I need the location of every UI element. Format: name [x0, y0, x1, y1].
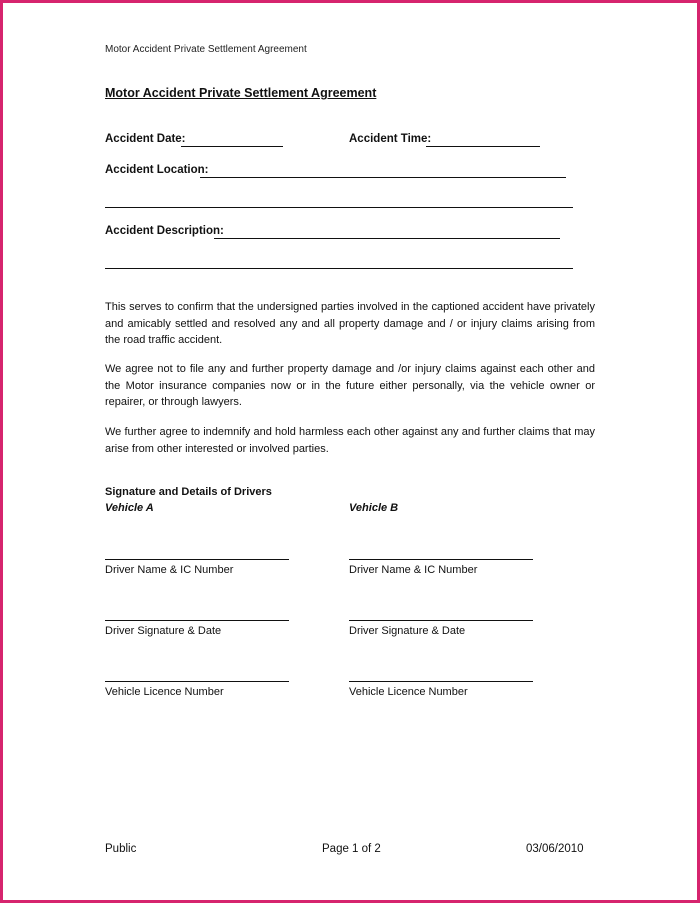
vehicle-a-licence-label: Vehicle Licence Number — [105, 686, 224, 698]
accident-date-label: Accident Date: — [105, 133, 186, 145]
vehicle-a-driver-signature-label: Driver Signature & Date — [105, 625, 222, 637]
vehicle-a-driver-name-label: Driver Name & IC Number — [105, 564, 234, 576]
paragraph-settlement: This serves to confirm that the undersigned parties involved in the captioned accident have privately and amicably settled and resolved any and all property damage and / or injury claims arising from the road traffic accident. — [105, 301, 595, 346]
vehicle-a-driver-signature-line[interactable] — [105, 620, 289, 621]
accident-date-line[interactable] — [181, 146, 283, 147]
paragraph-no-claims: We agree not to file any and further property damage and /or injury claims against each other and the Motor insurance companies now or in the future either personally, via the vehicle owner or repairer, or through lawyers. — [105, 363, 595, 408]
document-title: Motor Accident Private Settlement Agreement — [105, 86, 377, 100]
footer-page-number: Page 1 of 2 — [322, 843, 381, 855]
accident-time-line[interactable] — [426, 146, 540, 147]
vehicle-a-driver-name-line[interactable] — [105, 559, 289, 560]
vehicle-b-label: Vehicle B — [349, 502, 399, 514]
accident-description-line[interactable] — [214, 238, 560, 239]
vehicle-a-label: Vehicle A — [105, 502, 154, 514]
vehicle-b-driver-name-label: Driver Name & IC Number — [349, 564, 478, 576]
running-header: Motor Accident Private Settlement Agreement — [105, 44, 307, 55]
signature-heading: Signature and Details of Drivers — [105, 486, 272, 498]
footer-date: 03/06/2010 — [526, 843, 584, 855]
accident-location-label: Accident Location: — [105, 164, 209, 176]
vehicle-b-driver-name-line[interactable] — [349, 559, 533, 560]
accident-location-line-2[interactable] — [105, 207, 573, 208]
accident-description-line-2[interactable] — [105, 268, 573, 269]
vehicle-b-driver-signature-label: Driver Signature & Date — [349, 625, 466, 637]
vehicle-a-licence-line[interactable] — [105, 681, 289, 682]
vehicle-b-licence-label: Vehicle Licence Number — [349, 686, 468, 698]
footer-classification: Public — [105, 843, 137, 855]
vehicle-b-licence-line[interactable] — [349, 681, 533, 682]
paragraph-indemnify: We further agree to indemnify and hold harmless each other against any and further claims that may arise from other interested or involved parties. — [105, 426, 595, 455]
accident-description-label: Accident Description: — [105, 225, 224, 237]
accident-location-line[interactable] — [200, 177, 566, 178]
accident-time-label: Accident Time: — [349, 133, 432, 145]
vehicle-b-driver-signature-line[interactable] — [349, 620, 533, 621]
